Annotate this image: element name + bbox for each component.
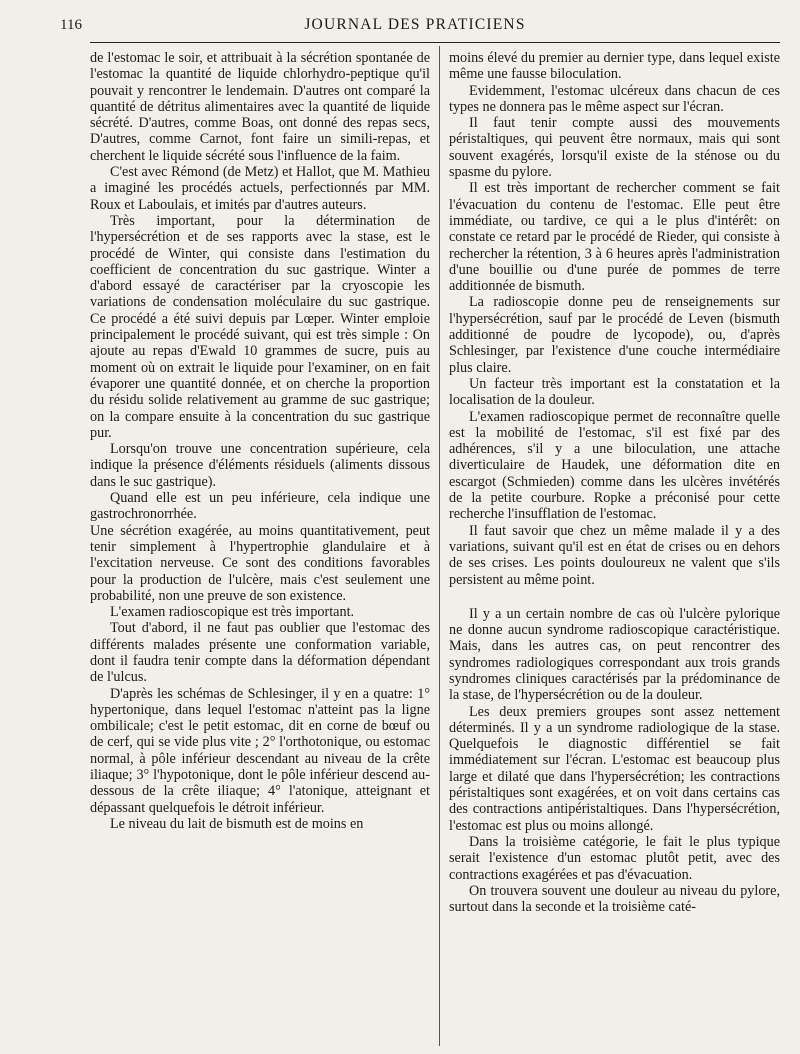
paragraph: On trouvera souvent une douleur au niveau du pylore, surtout dans la seconde et la troisième caté- [449, 882, 780, 916]
paragraph: Dans la troisième catégorie, le fait le plus typique serait l'existence d'un estomac plutôt petit, avec des contractions exagérées et pas d'évacuation. [449, 833, 780, 883]
left-column [90, 50, 430, 1050]
paragraph: Lorsqu'on trouve une concentration supérieure, cela indique la présence d'éléments résiduels (aliments dissous dans le suc gastrique). [90, 441, 430, 490]
paragraph: L'examen radioscopique permet de reconnaître quelle est la mobilité de l'estomac, s'il est fixé par des adhérences, s'il y a une biloculation, une attache diverticulaire de Haudek, une déformation dite en escargot (Schmieden) comme dans les ulcères invétérés de la petite courbure. Ropke a préconisé pour cette recherche l'insufflation de l'estomac. [449, 408, 780, 523]
paragraph: de l'estomac le soir, et attribuait à la sécrétion spontanée de l'estomac la quantité de liquide chlorhydro-peptique qu'il pouvait y rencontrer le lendemain. D'autres ont comparé la quantité de détritus alimentaires avec la quantité de liquide sécrété. D'autres, comme Boas, ont donné des repas secs, D'autres, comme Carnot, font faire un simili-repas, et cherchent le liquide sécrété sous l'influence de la faim. [90, 50, 430, 164]
right-column [449, 50, 780, 1050]
paragraph: Il faut tenir compte aussi des mouvements péristaltiques, qui peuvent être normaux, mais qui sont souvent exagérés, lorsqu'il existe de la sténose ou du spasme du pylore. [449, 115, 780, 181]
paragraph: La radioscopie donne peu de renseignements sur l'hypersécrétion, sauf par le procédé de Leven (bismuth additionné de poudre de lycopode), ou, d'après Schlesinger, par l'existence d'une couche intermédiaire plus claire. [449, 294, 780, 376]
paragraph: Une sécrétion exagérée, au moins quantitativement, peut tenir simplement à l'hypertrophie glandulaire et à l'excitation nerveuse. Ce sont des conditions favorables pour la production de l'ulcère, mais c'est seulement une probabilité, non une preuve de son existence. [90, 522, 430, 604]
paragraph: Il est très important de rechercher comment se fait l'évacuation du contenu de l'estomac. Elle peut être immédiate, ou tardive, ce qui a le plus d'intérêt: on constate ce retard par le procédé de Rieder, qui consiste à rechercher la rétention, 3 à 6 heures après l'administration d'une bouillie ou d'une purée de pommes de terre additionnée de bismuth. [449, 180, 780, 295]
paragraph: Quand elle est un peu inférieure, cela indique une gastrochronorrhée. [90, 490, 430, 523]
paragraph: Evidemment, l'estomac ulcéreux dans chacun de ces types ne donnera pas le même aspect sur l'écran. [449, 82, 780, 115]
paragraph: Il y a un certain nombre de cas où l'ulcère pylorique ne donne aucun syndrome radioscopique caractéristique. Mais, dans les autres cas, on peut rencontrer des syndromes radiologiques correspondant aux trois grands syndromes cliniques caractérisés par la prédominance de la stase, de l'hypersécrétion ou de la douleur. [449, 605, 780, 704]
paragraph: C'est avec Rémond (de Metz) et Hallot, que M. Mathieu a imaginé les procédés actuels, perfectionnés par MM. Roux et Laboulais, et imités par d'autres auteurs. [90, 164, 430, 213]
running-title: JOURNAL DES PRATICIENS [304, 16, 526, 33]
paragraph: L'examen radioscopique est très important. [110, 604, 355, 621]
paragraph: Le niveau du lait de bismuth est de moins en [110, 815, 364, 832]
page-header [60, 16, 770, 38]
paragraph: Très important, pour la détermination de l'hypersécrétion et de ses rapports avec la stase, est le procédé de Winter, qui consiste dans l'estimation du coefficient de concentration du suc gastrique. Winter a d'abord essayé de caractériser par la cryoscopie les variations de condensation moléculaire du suc gastrique. Ce procédé a été suivi depuis par Lœper. Winter emploie principalement le procédé suivant, qui est très simple : On ajoute au repas d'Ewald 10 grammes de sucre, puis au moment où on extrait le liquide pour l'examiner, on en fait évaporer une quantité donnée, et on cherche la proportion du résidu solide relativement au gramme de suc gastrique; on la compare ensuite à la concentration du suc gastrique pur. [90, 212, 430, 441]
paragraph: Un facteur très important est la constatation et la localisation de la douleur. [449, 375, 780, 409]
paragraph: Les deux premiers groupes sont assez nettement déterminés. Il y a un syndrome radiologique de la stase. Quelquefois le diagnostic différentiel se fait immédiatement sur l'écran. L'estomac est beaucoup plus large et dilaté que dans l'hypersécrétion; les contractions péristaltiques sont exagérées, et on voit dans certains cas des contractions antipéristaltiques. Dans l'hypersécrétion, l'estomac est plus ou moins allongé. [449, 703, 780, 834]
paragraph: Tout d'abord, il ne faut pas oublier que l'estomac des différents malades présente une conformation variable, dont il faudra tenir compte dans la déformation dépendant de l'ulcus. [90, 620, 430, 686]
paragraph: Il faut savoir que chez un même malade il y a des variations, suivant qu'il est en état de crises ou en dehors de ses crises. Les points douloureux ne valent que s'ils persistent au même point. [449, 522, 780, 588]
page-number: 116 [60, 17, 82, 33]
column-divider [439, 46, 440, 1046]
header-rule [90, 42, 780, 43]
paragraph: moins élevé du premier au dernier type, dans lequel existe même une fausse biloculation. [449, 50, 780, 83]
paragraph: D'après les schémas de Schlesinger, il y en a quatre: 1° hypertonique, dans lequel l'estomac n'atteint pas la ligne ombilicale; c'est le petit estomac, dit en corne de bœuf ou de cerf, qui se vide plus vite ; 2° l'orthotonique, ou estomac normal, à pôle inférieur descendant au niveau de la crête iliaque; 3° l'hypotonique, dont le pôle inférieur descend au-dessous de la crête iliaque; 4° l'atonique, atteignant et dépassant quelquefois le détroit inférieur. [90, 685, 430, 816]
